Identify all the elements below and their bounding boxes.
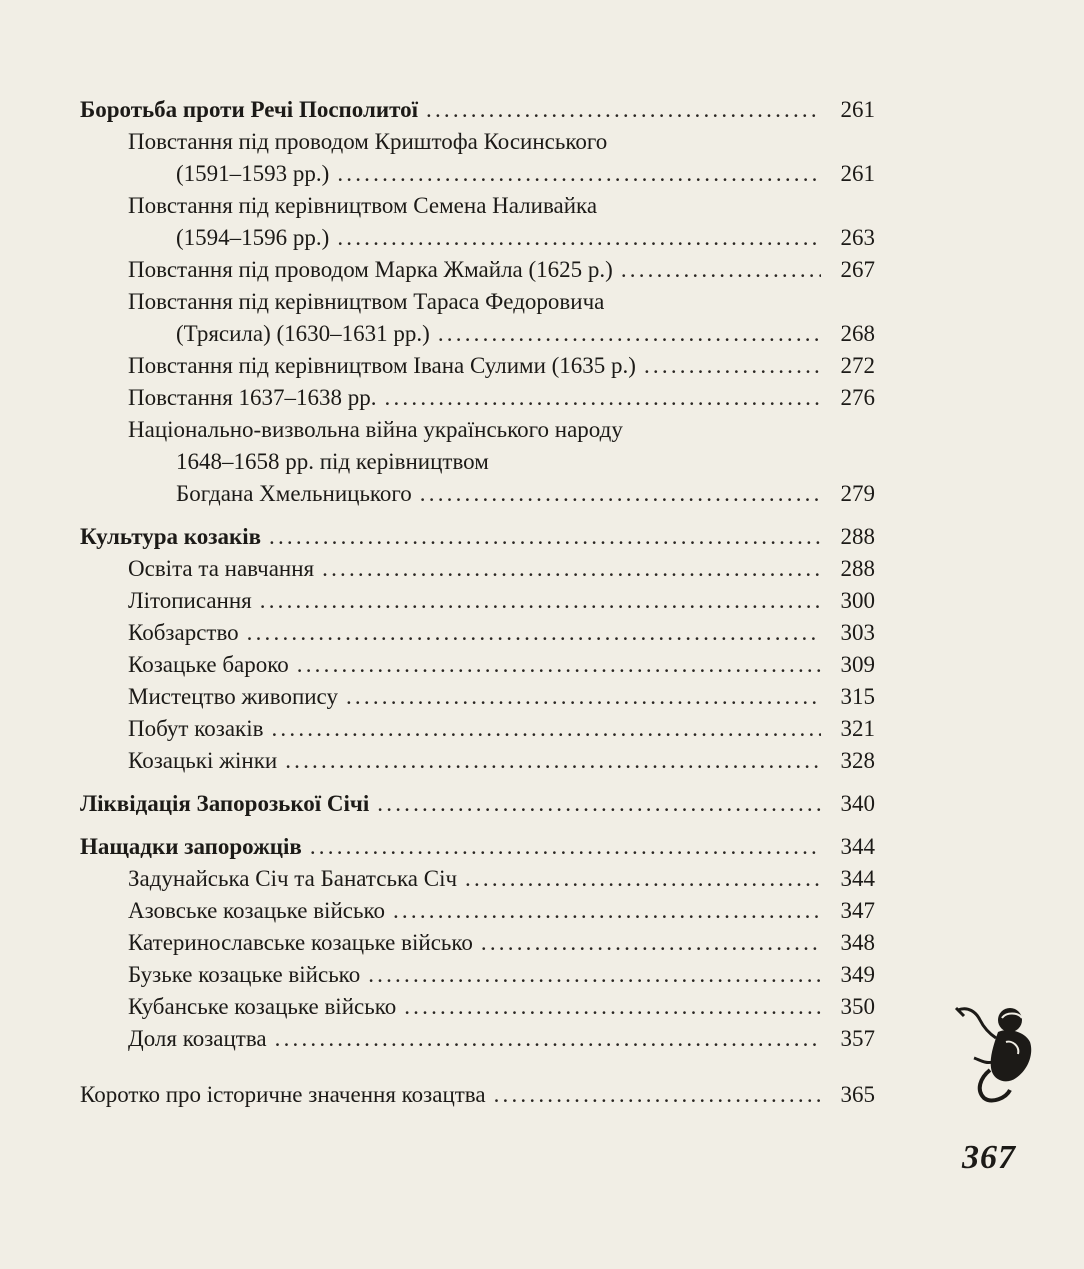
dot-leader — [426, 94, 821, 126]
toc-title-cont: (1594–1596 рр.) — [176, 225, 330, 250]
dot-leader — [368, 959, 821, 991]
toc-title: Повстання під керівництвом Івана Сулими (1635 р.) — [128, 353, 636, 378]
toc-title: Ліквідація Запорозької Січі — [80, 791, 370, 816]
toc-page-number: 309 — [840, 652, 875, 677]
toc-section[interactable] — [80, 94, 875, 126]
toc-title: Повстання 1637–1638 рр. — [128, 385, 377, 410]
cossack-vignette-icon — [950, 998, 1040, 1108]
toc-entry[interactable] — [80, 553, 875, 585]
toc-page-number: 279 — [840, 481, 875, 506]
toc-title: Нащадки запорожців — [80, 834, 302, 859]
toc-page-number: 261 — [840, 97, 875, 122]
toc-title: Катеринославське козацьке військо — [128, 930, 473, 955]
toc-entry[interactable] — [80, 222, 875, 254]
dot-leader — [404, 991, 821, 1023]
toc-entry[interactable] — [80, 617, 875, 649]
dot-leader — [285, 745, 821, 777]
toc-page-number: 328 — [840, 748, 875, 773]
toc-title: Доля козацтва — [128, 1026, 267, 1051]
toc-section[interactable] — [80, 788, 875, 820]
toc-entry[interactable] — [80, 254, 875, 286]
toc-section[interactable] — [80, 831, 875, 863]
spacer — [80, 510, 875, 521]
toc-title: Повстання під керівництвом Тараса Федоровича — [128, 289, 605, 314]
toc-page-number: 300 — [840, 588, 875, 613]
toc-title: Козацькі жінки — [128, 748, 278, 773]
toc-entry[interactable] — [80, 895, 875, 927]
toc-entry[interactable] — [80, 681, 875, 713]
toc-page-number: 340 — [840, 791, 875, 816]
toc-entry[interactable] — [80, 382, 875, 414]
dot-leader — [465, 863, 821, 895]
toc-section[interactable] — [80, 1079, 875, 1111]
toc-title-cont: 1648–1658 рр. під керівництвом — [176, 449, 489, 474]
toc-page-number: 315 — [840, 684, 875, 709]
page-number: 367 — [962, 1139, 1016, 1176]
toc-page-number: 263 — [840, 225, 875, 250]
toc-title: Азовське козацьке військо — [128, 898, 385, 923]
toc-page-number: 267 — [840, 257, 875, 282]
dot-leader — [644, 350, 821, 382]
dot-leader — [494, 1079, 821, 1111]
dot-leader — [438, 318, 821, 350]
toc-page-number: 344 — [840, 866, 875, 891]
toc-entry[interactable] — [80, 959, 875, 991]
toc-page-number: 276 — [840, 385, 875, 410]
toc-entry[interactable] — [80, 927, 875, 959]
toc-page-number: 288 — [840, 524, 875, 549]
dot-leader — [385, 382, 821, 414]
toc-title: Культура козаків — [80, 524, 262, 549]
toc-page-number: 288 — [840, 556, 875, 581]
dot-leader — [297, 649, 821, 681]
toc-entry[interactable] — [80, 318, 875, 350]
dot-leader — [269, 521, 821, 553]
toc-title: Повстання під проводом Марка Жмайла (1625 р.) — [128, 257, 613, 282]
dot-leader — [310, 831, 821, 863]
toc-entry[interactable] — [80, 585, 875, 617]
toc-page-number: 303 — [840, 620, 875, 645]
spacer — [80, 1055, 875, 1079]
dot-leader — [247, 617, 821, 649]
toc-entry[interactable] — [80, 863, 875, 895]
dot-leader — [621, 254, 821, 286]
dot-leader — [377, 788, 821, 820]
dot-leader — [275, 1023, 821, 1055]
toc-title-cont: Богдана Хмельницького — [176, 481, 412, 506]
spacer — [80, 820, 875, 831]
toc-page-number: 348 — [840, 930, 875, 955]
dot-leader — [260, 585, 821, 617]
toc-title: Кубанське козацьке військо — [128, 994, 397, 1019]
dot-leader — [481, 927, 821, 959]
toc-title-cont: (Трясила) (1630–1631 рр.) — [176, 321, 430, 346]
toc-page-number: 347 — [840, 898, 875, 923]
toc-entry[interactable] — [80, 991, 875, 1023]
toc-title: Повстання під керівництвом Семена Наливайка — [128, 193, 598, 218]
toc-page-number: 272 — [840, 353, 875, 378]
toc-entry[interactable] — [80, 649, 875, 681]
toc-title: Задунайська Січ та Банатська Січ — [128, 866, 458, 891]
dot-leader — [346, 681, 821, 713]
toc-page-number: 344 — [840, 834, 875, 859]
toc-page-number: 349 — [840, 962, 875, 987]
toc-title: Козацьке бароко — [128, 652, 289, 677]
toc-entry[interactable] — [80, 478, 875, 510]
toc-page-number: 350 — [840, 994, 875, 1019]
toc-entry[interactable] — [80, 713, 875, 745]
table-of-contents — [80, 94, 875, 1111]
toc-title: Кобзарство — [128, 620, 239, 645]
toc-page-number: 268 — [840, 321, 875, 346]
toc-entry[interactable] — [80, 350, 875, 382]
toc-title: Повстання під проводом Криштофа Косинського — [128, 129, 608, 154]
toc-title: Літописання — [128, 588, 252, 613]
toc-section[interactable] — [80, 521, 875, 553]
toc-entry[interactable] — [80, 158, 875, 190]
toc-page-number: 357 — [840, 1026, 875, 1051]
toc-page-number: 365 — [840, 1082, 875, 1107]
dot-leader — [420, 478, 821, 510]
toc-title: Освіта та навчання — [128, 556, 315, 581]
spacer — [80, 777, 875, 788]
toc-title-cont: (1591–1593 рр.) — [176, 161, 330, 186]
toc-title: Національно-визвольна війна українського народу — [128, 417, 623, 442]
toc-entry[interactable] — [80, 745, 875, 777]
toc-entry[interactable] — [80, 1023, 875, 1055]
toc-page-number: 321 — [840, 716, 875, 741]
toc-title: Мистецтво живопису — [128, 684, 338, 709]
toc-title: Бузьке козацьке військо — [128, 962, 361, 987]
toc-title: Коротко про історичне значення козацтва — [80, 1082, 486, 1107]
dot-leader — [337, 222, 821, 254]
toc-page-number: 261 — [840, 161, 875, 186]
dot-leader — [393, 895, 821, 927]
toc-title: Побут козаків — [128, 716, 264, 741]
toc-title: Боротьба проти Речі Посполитої — [80, 97, 419, 122]
dot-leader — [337, 158, 821, 190]
dot-leader — [271, 713, 821, 745]
dot-leader — [322, 553, 821, 585]
